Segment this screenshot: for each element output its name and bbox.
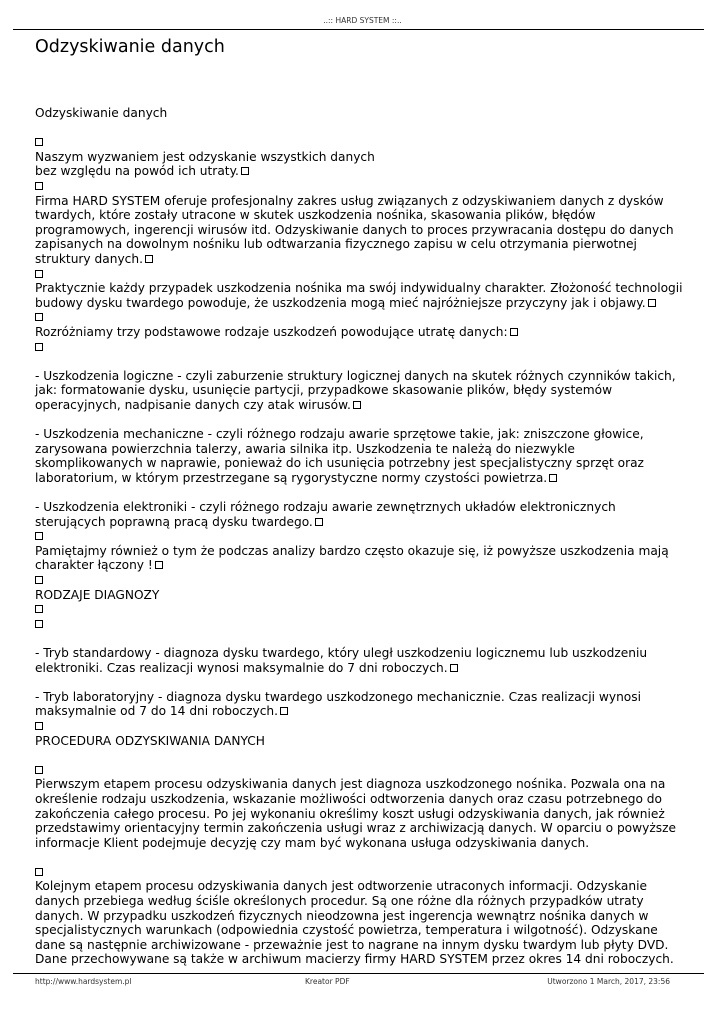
text-line-content: laboratorium, w którym przestrzegane są rygorystyczne normy czystości powietrza. (35, 470, 548, 485)
paragraph-gap (35, 748, 690, 763)
missing-glyph-icon (35, 532, 43, 540)
page-title: Odzyskiwanie danych (35, 37, 225, 57)
text-line-content: Pamiętajmy również o tym że podczas analizy bardzo często okazuje się, iż powyższe uszkodzenia mają (35, 543, 669, 558)
placeholder-box-line (35, 529, 690, 544)
footer-rule (13, 973, 704, 974)
text-line-content: - Tryb laboratoryjny - diagnoza dysku twardego uszkodzonego mechanicznie. Czas realizacji wynosi (35, 689, 641, 704)
text-line (35, 281, 690, 296)
missing-glyph-icon (35, 605, 43, 613)
text-line (35, 909, 690, 924)
paragraph-gap (35, 412, 690, 427)
text-line-content: zapisanych na dowolnym nośniku lub odtwarzania fizycznego zapisu w celu otrzymania pierwotnej (35, 237, 637, 252)
text-line-content: struktury danych. (35, 251, 143, 266)
placeholder-box-line (35, 719, 690, 734)
header-rule (13, 29, 704, 30)
missing-glyph-icon (241, 167, 249, 175)
placeholder-box-line (35, 617, 690, 632)
text-line-content: zarysowana powierzchnia talerzy, awaria silnika itp. Uszkodzenia te należą do niezwykle (35, 441, 575, 456)
text-line (35, 704, 690, 719)
text-line (35, 938, 690, 953)
text-line-content: - Tryb standardowy - diagnoza dysku twardego, który uległ uszkodzeniu logicznemu lub uszkodzeniu (35, 645, 648, 660)
text-line-content: jak: formatowanie dysku, usunięcie partycji, przypadkowe skasowanie plików, błędy systemów (35, 383, 613, 398)
text-line (35, 588, 690, 603)
text-line (35, 515, 690, 530)
text-line-content: twardych, które zostały utracone w skutek uszkodzenia nośnika, skasowania plików, błędów (35, 208, 596, 223)
text-line (35, 952, 690, 967)
text-line (35, 661, 690, 676)
text-line-content: danych. W przypadku uszkodzeń fizycznych nieodzowna jest ingerencja wewnątrz nośnika danych w (35, 908, 649, 923)
missing-glyph-icon (280, 707, 288, 715)
paragraph-gap (35, 485, 690, 500)
text-line-content: programowych, ingerencji wirusów itd. Odzyskiwanie danych to proces przywracania dostępu do danych (35, 222, 674, 237)
text-line (35, 807, 690, 822)
text-line-content: Firma HARD SYSTEM oferuje profesjonalny zakres usług związanych z odzyskiwaniem danych z dysków (35, 193, 664, 208)
missing-glyph-icon (450, 664, 458, 672)
text-line (35, 879, 690, 894)
footer-created: Utworzono 1 March, 2017, 23:56 (547, 977, 670, 986)
text-line (35, 734, 690, 749)
missing-glyph-icon (35, 138, 43, 146)
missing-glyph-icon (648, 299, 656, 307)
missing-glyph-icon (35, 722, 43, 730)
text-line (35, 252, 690, 267)
placeholder-box-line (35, 865, 690, 880)
text-line (35, 690, 690, 705)
missing-glyph-icon (35, 182, 43, 190)
text-line-content: charakter łączony ! (35, 558, 153, 573)
missing-glyph-icon (353, 401, 361, 409)
placeholder-box-line (35, 763, 690, 778)
text-line-content: Odzyskiwanie danych (35, 106, 168, 120)
text-line-content: danych przebiega według ściśle określonych procedur. Są one różne dla różnych przypadków utraty (35, 894, 644, 909)
paragraph-gap (35, 631, 690, 646)
missing-glyph-icon (510, 328, 518, 336)
text-line-content: - Uszkodzenia elektroniki - czyli różnego rodzaju awarie zewnętrznych układów elektronicznych (35, 500, 616, 515)
missing-glyph-icon (35, 766, 43, 774)
text-line (35, 427, 690, 442)
text-line-content: przedstawimy orientacyjny termin zakończenia usługi wraz z archiwizacją danych. W oparciu o powyższe (35, 821, 676, 836)
text-line (35, 237, 690, 252)
text-line (35, 923, 690, 938)
text-line-content: RODZAJE DIAGNOZY (35, 587, 160, 602)
text-line (35, 456, 690, 471)
text-line-content: bez względu na powód ich utraty. (35, 164, 239, 179)
text-line (35, 194, 690, 209)
placeholder-box-line (35, 573, 690, 588)
text-line-content: Kolejnym etapem procesu odzyskiwania danych jest odtworzenie utraconych informacji. Odzyskanie (35, 879, 647, 894)
text-line (35, 777, 690, 792)
text-line-content: elektroniki. Czas realizacji wynosi maksymalnie do 7 dni roboczych. (35, 660, 448, 675)
text-line-content: Pierwszym etapem procesu odzyskiwania danych jest diagnoza uszkodzonego nośnika. Pozwala ona na (35, 777, 666, 792)
text-line-content: - Uszkodzenia mechaniczne - czyli różnego rodzaju awarie sprzętowe takie, jak: zniszczone głowice, (35, 427, 644, 442)
text-line-content: Naszym wyzwaniem jest odzyskanie wszystkich danych (35, 149, 375, 164)
placeholder-box-line (35, 340, 690, 355)
text-line-content: maksymalnie od 7 do 14 dni roboczych. (35, 704, 279, 719)
text-line (35, 296, 690, 311)
text-line (35, 836, 690, 851)
text-line (35, 223, 690, 238)
text-line (35, 558, 690, 573)
text-line-content: Rozróżniamy trzy podstawowe rodzaje uszkodzeń powodujące utratę danych: (35, 324, 508, 339)
text-line (35, 821, 690, 836)
text-line-content: specjalistycznych warunkach (odpowiednia czystość powietrza, temperatura i wilgotność). Odzyskane (35, 923, 658, 938)
missing-glyph-icon (35, 270, 43, 278)
footer-generator: Kreator PDF (305, 977, 350, 986)
text-line (35, 500, 690, 515)
text-line-content: informacje Klient podejmuje decyzję czy mam być wykonana usługa odzyskiwania danych. (35, 835, 590, 850)
text-line (35, 164, 690, 179)
missing-glyph-icon (35, 868, 43, 876)
text-line (35, 150, 690, 165)
text-line-content: Dane przechowywane są także w archiwum macierzy firmy HARD SYSTEM przez okres 14 dni roboczych. (35, 952, 674, 967)
text-line (35, 894, 690, 909)
text-line (35, 208, 690, 223)
text-line (35, 383, 690, 398)
missing-glyph-icon (35, 620, 43, 628)
text-line-content: skomplikowanych w naprawie, ponieważ do ich usunięcia potrzebny jest specjalistyczny sprzęt oraz (35, 456, 644, 471)
placeholder-box-line (35, 179, 690, 194)
text-line (35, 471, 690, 486)
placeholder-box-line (35, 135, 690, 150)
placeholder-box-line (35, 602, 690, 617)
text-line (35, 398, 690, 413)
text-line (35, 544, 690, 559)
text-line-content: - Uszkodzenia logiczne - czyli zaburzenie struktury logicznej danych na skutek różnych czynników takich, (35, 368, 676, 383)
placeholder-box-line (35, 267, 690, 282)
text-line (35, 646, 690, 661)
footer-url: http://www.hardsystem.pl (35, 977, 132, 986)
missing-glyph-icon (315, 518, 323, 526)
paragraph-gap (35, 850, 690, 865)
text-line (35, 792, 690, 807)
missing-glyph-icon (35, 576, 43, 584)
text-line-content: PROCEDURA ODZYSKIWANIA DANYCH (35, 733, 265, 748)
text-line (35, 442, 690, 457)
paragraph-gap (35, 675, 690, 690)
text-line (35, 369, 690, 384)
missing-glyph-icon (35, 313, 43, 321)
text-line (35, 106, 690, 121)
text-line (35, 325, 690, 340)
text-line-content: określenie rodzaju uszkodzenia, wskazanie możliwości odtworzenia danych oraz czasu potrzebnego do (35, 791, 662, 806)
text-line-content: zakończenia całego procesu. Po jej wykonaniu określimy koszt usługi odzyskiwania danych, jak również (35, 806, 665, 821)
paragraph-gap (35, 354, 690, 369)
document-body (35, 106, 690, 967)
text-line-content: Praktycznie każdy przypadek uszkodzenia nośnika ma swój indywidualny charakter. Złożoność technologii (35, 281, 683, 296)
text-line-content: sterujących poprawną pracą dysku twardego. (35, 514, 313, 529)
missing-glyph-icon (145, 255, 153, 263)
text-line-content: budowy dysku twardego powoduje, że uszkodzenia mogą mieć najróżniejsze przyczyny jak i objawy. (35, 295, 646, 310)
page-header: ..:: HARD SYSTEM ::.. (323, 16, 402, 25)
missing-glyph-icon (549, 474, 557, 482)
text-line-content: operacyjnych, nadpisanie danych czy atak wirusów. (35, 397, 351, 412)
missing-glyph-icon (155, 561, 163, 569)
text-line-content: dane są następnie archiwizowane - przeważnie jest to nagrane na innym dysku twardym lub płyty DVD. (35, 937, 669, 952)
placeholder-box-line (35, 310, 690, 325)
paragraph-gap (35, 121, 690, 136)
missing-glyph-icon (35, 343, 43, 351)
